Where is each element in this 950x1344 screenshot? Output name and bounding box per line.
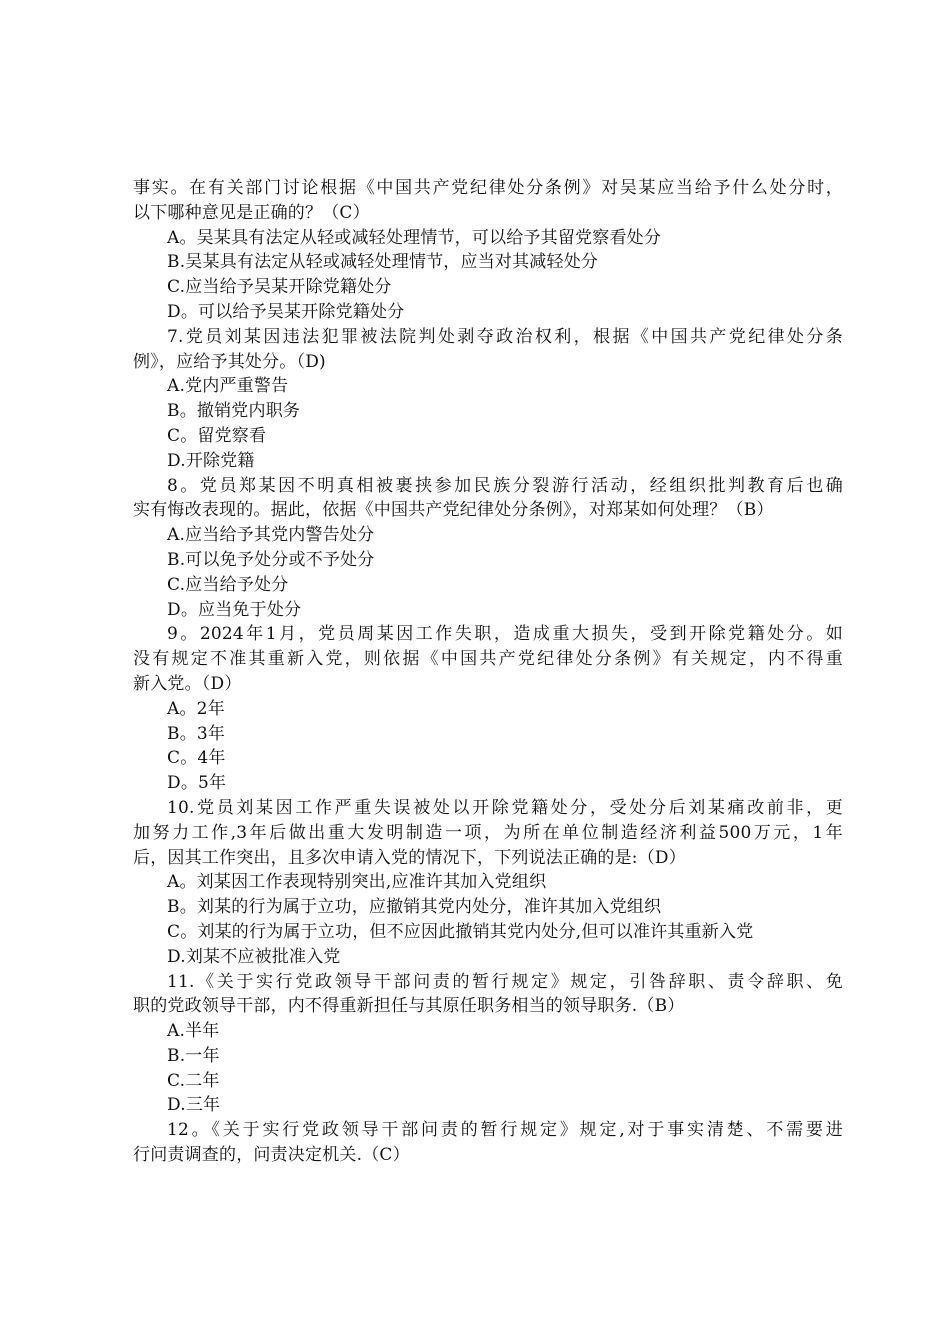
text-line: 新入党。（D）: [133, 673, 242, 694]
text-line: 职的党政领导干部，内不得重新担任与其原任职务相当的领导职务.（B）: [133, 996, 685, 1017]
text-line: D。5年: [167, 773, 227, 794]
text-line: 7.党员刘某因违法犯罪被法院判处剥夺政治权利，根据《中国共产党纪律处分条: [167, 326, 843, 347]
text-line: D。可以给予吴某开除党籍处分: [167, 301, 405, 322]
text-line: B。3年: [167, 723, 226, 744]
text-line: C。刘某的行为属于立功，但不应因此撤销其党内处分,但可以准许其重新入党: [167, 921, 754, 942]
text-line: 加努力工作,3年后做出重大发明制造一项，为所在单位制造经济利益500万元，1年: [133, 822, 843, 843]
text-line: A.应当给予其党内警告处分: [167, 525, 375, 546]
text-line: 行问责调查的，问责决定机关.（C）: [133, 1145, 410, 1166]
text-line: B.一年: [167, 1045, 220, 1066]
text-line: A。刘某因工作表现特别突出,应准许其加入党组织: [167, 872, 547, 893]
text-line: A.半年: [167, 1021, 220, 1042]
text-line: C。4年: [167, 748, 226, 769]
text-line: D.刘某不应被批准入党: [167, 946, 341, 967]
text-line: A。吴某具有法定从轻或减轻处理情节，可以给予其留党察看处分: [167, 227, 662, 248]
text-line: 12。《关于实行党政领导干部问责的暂行规定》规定,对于事实清楚、不需要进: [167, 1120, 843, 1141]
text-line: 后，因其工作突出，且多次申请入党的情况下，下列说法正确的是:（D）: [133, 847, 686, 868]
text-line: A。2年: [167, 698, 225, 719]
text-line: 9。2024年1月，党员周某因工作失职，造成重大损失，受到开除党籍处分。如: [167, 624, 843, 645]
text-line: C.二年: [167, 1070, 220, 1091]
text-line: C。留党察看: [167, 425, 267, 446]
text-line: 没有规定不准其重新入党，则依据《中国共产党纪律处分条例》有关规定，内不得重: [133, 649, 843, 670]
text-line: 10.党员刘某因工作严重失误被处以开除党籍处分，受处分后刘某痛改前非，更: [167, 797, 843, 818]
text-line: 事实。在有关部门讨论根据《中国共产党纪律处分条例》对吴某应当给予什么处分时，: [133, 178, 843, 198]
text-line: D.三年: [167, 1095, 221, 1116]
text-line: C.应当给予处分: [167, 574, 289, 595]
text-line: A.党内严重警告: [167, 376, 289, 397]
text-line: B.可以免予处分或不予处分: [167, 549, 375, 570]
text-line: B。撤销党内职务: [167, 401, 301, 422]
text-line: 11.《关于实行党政领导干部问责的暂行规定》规定，引咎辞职、责令辞职、免: [167, 971, 843, 992]
text-line: D.开除党籍: [167, 450, 255, 471]
document-page: [133, 176, 843, 1168]
text-line: 8。党员郑某因不明真相被裹挟参加民族分裂游行活动，经组织批判教育后也确: [167, 475, 843, 496]
text-line: D。应当免于处分: [167, 599, 302, 620]
text-line: B。刘某的行为属于立功，应撤销其党内处分，准许其加入党组织: [167, 897, 662, 918]
text-line: 以下哪种意见是正确的？（C）: [133, 202, 370, 223]
text-line: 实有悔改表现的。据此，依据《中国共产党纪律处分条例》，对郑某如何处理？（B）: [133, 500, 774, 521]
text-line: B.吴某具有法定从轻或减轻处理情节，应当对其减轻处分: [167, 252, 599, 273]
text-line: C.应当给予吴某开除党籍处分: [167, 277, 392, 298]
text-line: 例》，应给予其处分。（D): [133, 351, 326, 372]
